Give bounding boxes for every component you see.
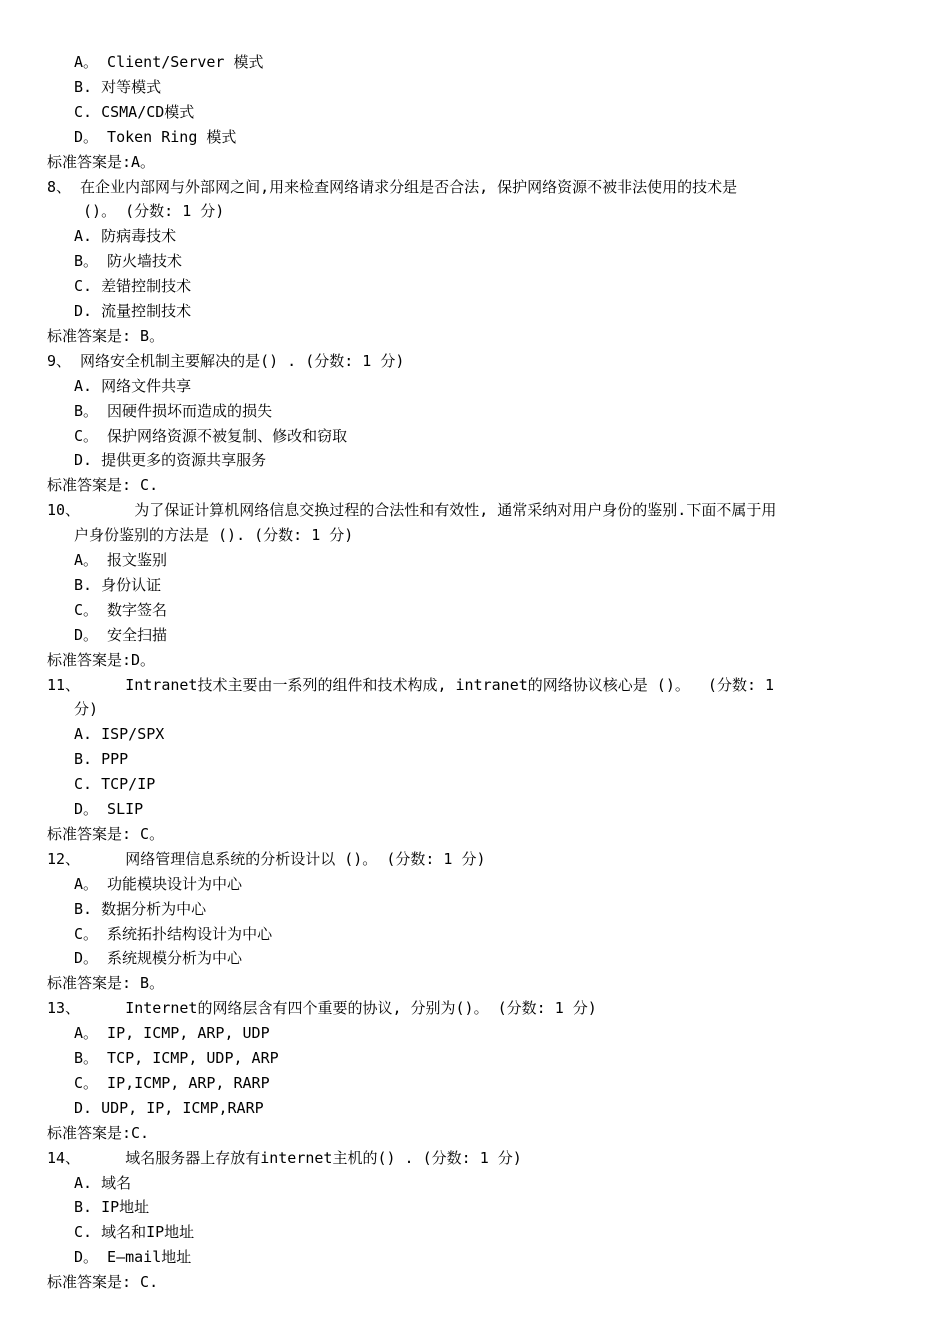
answer-option: B. 数据分析为中心 <box>74 900 207 918</box>
answer-option: C. CSMA/CD模式 <box>74 103 195 121</box>
answer-option: D。 安全扫描 <box>74 626 168 644</box>
answer-option: A。 功能模块设计为中心 <box>74 875 243 893</box>
answer-key: 标准答案是: C. <box>47 1273 159 1291</box>
answer-option: A。 报文鉴别 <box>74 551 168 569</box>
question-text: 14、 域名服务器上存放有internet主机的() . (分数: 1 分) <box>47 1149 522 1167</box>
answer-key: 标准答案是: C。 <box>47 825 165 843</box>
answer-option: B。 因硬件损坏而造成的损失 <box>74 402 273 420</box>
question-text: 8、 在企业内部网与外部网之间,用来检查网络请求分组是否合法, 保护网络资源不被非法使用的技术是 <box>47 178 738 196</box>
answer-option: B. 身份认证 <box>74 576 162 594</box>
question-text: 9、 网络安全机制主要解决的是() . (分数: 1 分) <box>47 352 405 370</box>
answer-key: 标准答案是:D。 <box>47 651 156 669</box>
answer-option: A. 防病毒技术 <box>74 227 177 245</box>
answer-option: C. 差错控制技术 <box>74 277 192 295</box>
answer-option: A。 Client/Server 模式 <box>74 53 264 71</box>
answer-option: B. IP地址 <box>74 1198 150 1216</box>
answer-option: D。 E—mail地址 <box>74 1248 192 1266</box>
answer-key: 标准答案是: C. <box>47 476 159 494</box>
question-continuation: 分) <box>74 700 99 718</box>
answer-key: 标准答案是: B。 <box>47 327 165 345</box>
answer-option: D。 SLIP <box>74 800 144 818</box>
question-continuation: ()。 (分数: 1 分) <box>74 202 225 220</box>
answer-key: 标准答案是: B。 <box>47 974 165 992</box>
question-text: 10、 为了保证计算机网络信息交换过程的合法性和有效性, 通常采纳对用户身份的鉴别.下面不属于用 <box>47 501 777 519</box>
answer-option: C. 域名和IP地址 <box>74 1223 195 1241</box>
answer-option: B. PPP <box>74 750 129 768</box>
question-text: 12、 网络管理信息系统的分析设计以 ()。 (分数: 1 分) <box>47 850 486 868</box>
answer-option: C。 IP,ICMP, ARP, RARP <box>74 1074 270 1092</box>
answer-option: B. 对等模式 <box>74 78 162 96</box>
answer-option: C. TCP/IP <box>74 775 156 793</box>
answer-option: D。 Token Ring 模式 <box>74 128 237 146</box>
answer-option: A。 IP, ICMP, ARP, UDP <box>74 1024 270 1042</box>
question-text: 13、 Internet的网络层含有四个重要的协议, 分别为()。 (分数: 1 分) <box>47 999 597 1017</box>
question-continuation: 户身份鉴别的方法是 (). (分数: 1 分) <box>74 526 354 544</box>
answer-option: D。 系统规模分析为中心 <box>74 949 243 967</box>
answer-option: A. 网络文件共享 <box>74 377 192 395</box>
question-text: 11、 Intranet技术主要由一系列的组件和技术构成, intranet的网络协议核心是 ()。 (分数: 1 <box>47 676 775 694</box>
answer-option: B。 TCP, ICMP, UDP, ARP <box>74 1049 279 1067</box>
answer-key: 标准答案是:C. <box>47 1124 150 1142</box>
answer-key: 标准答案是:A。 <box>47 153 156 171</box>
answer-option: C。 数字签名 <box>74 601 168 619</box>
answer-option: B。 防火墙技术 <box>74 252 183 270</box>
answer-option: D. 提供更多的资源共享服务 <box>74 451 267 469</box>
answer-option: C。 保护网络资源不被复制、修改和窃取 <box>74 427 348 445</box>
answer-option: A. ISP/SPX <box>74 725 165 743</box>
answer-option: C。 系统拓扑结构设计为中心 <box>74 925 273 943</box>
answer-option: A. 域名 <box>74 1174 132 1192</box>
answer-option: D. UDP, IP, ICMP,RARP <box>74 1099 264 1117</box>
answer-option: D. 流量控制技术 <box>74 302 192 320</box>
